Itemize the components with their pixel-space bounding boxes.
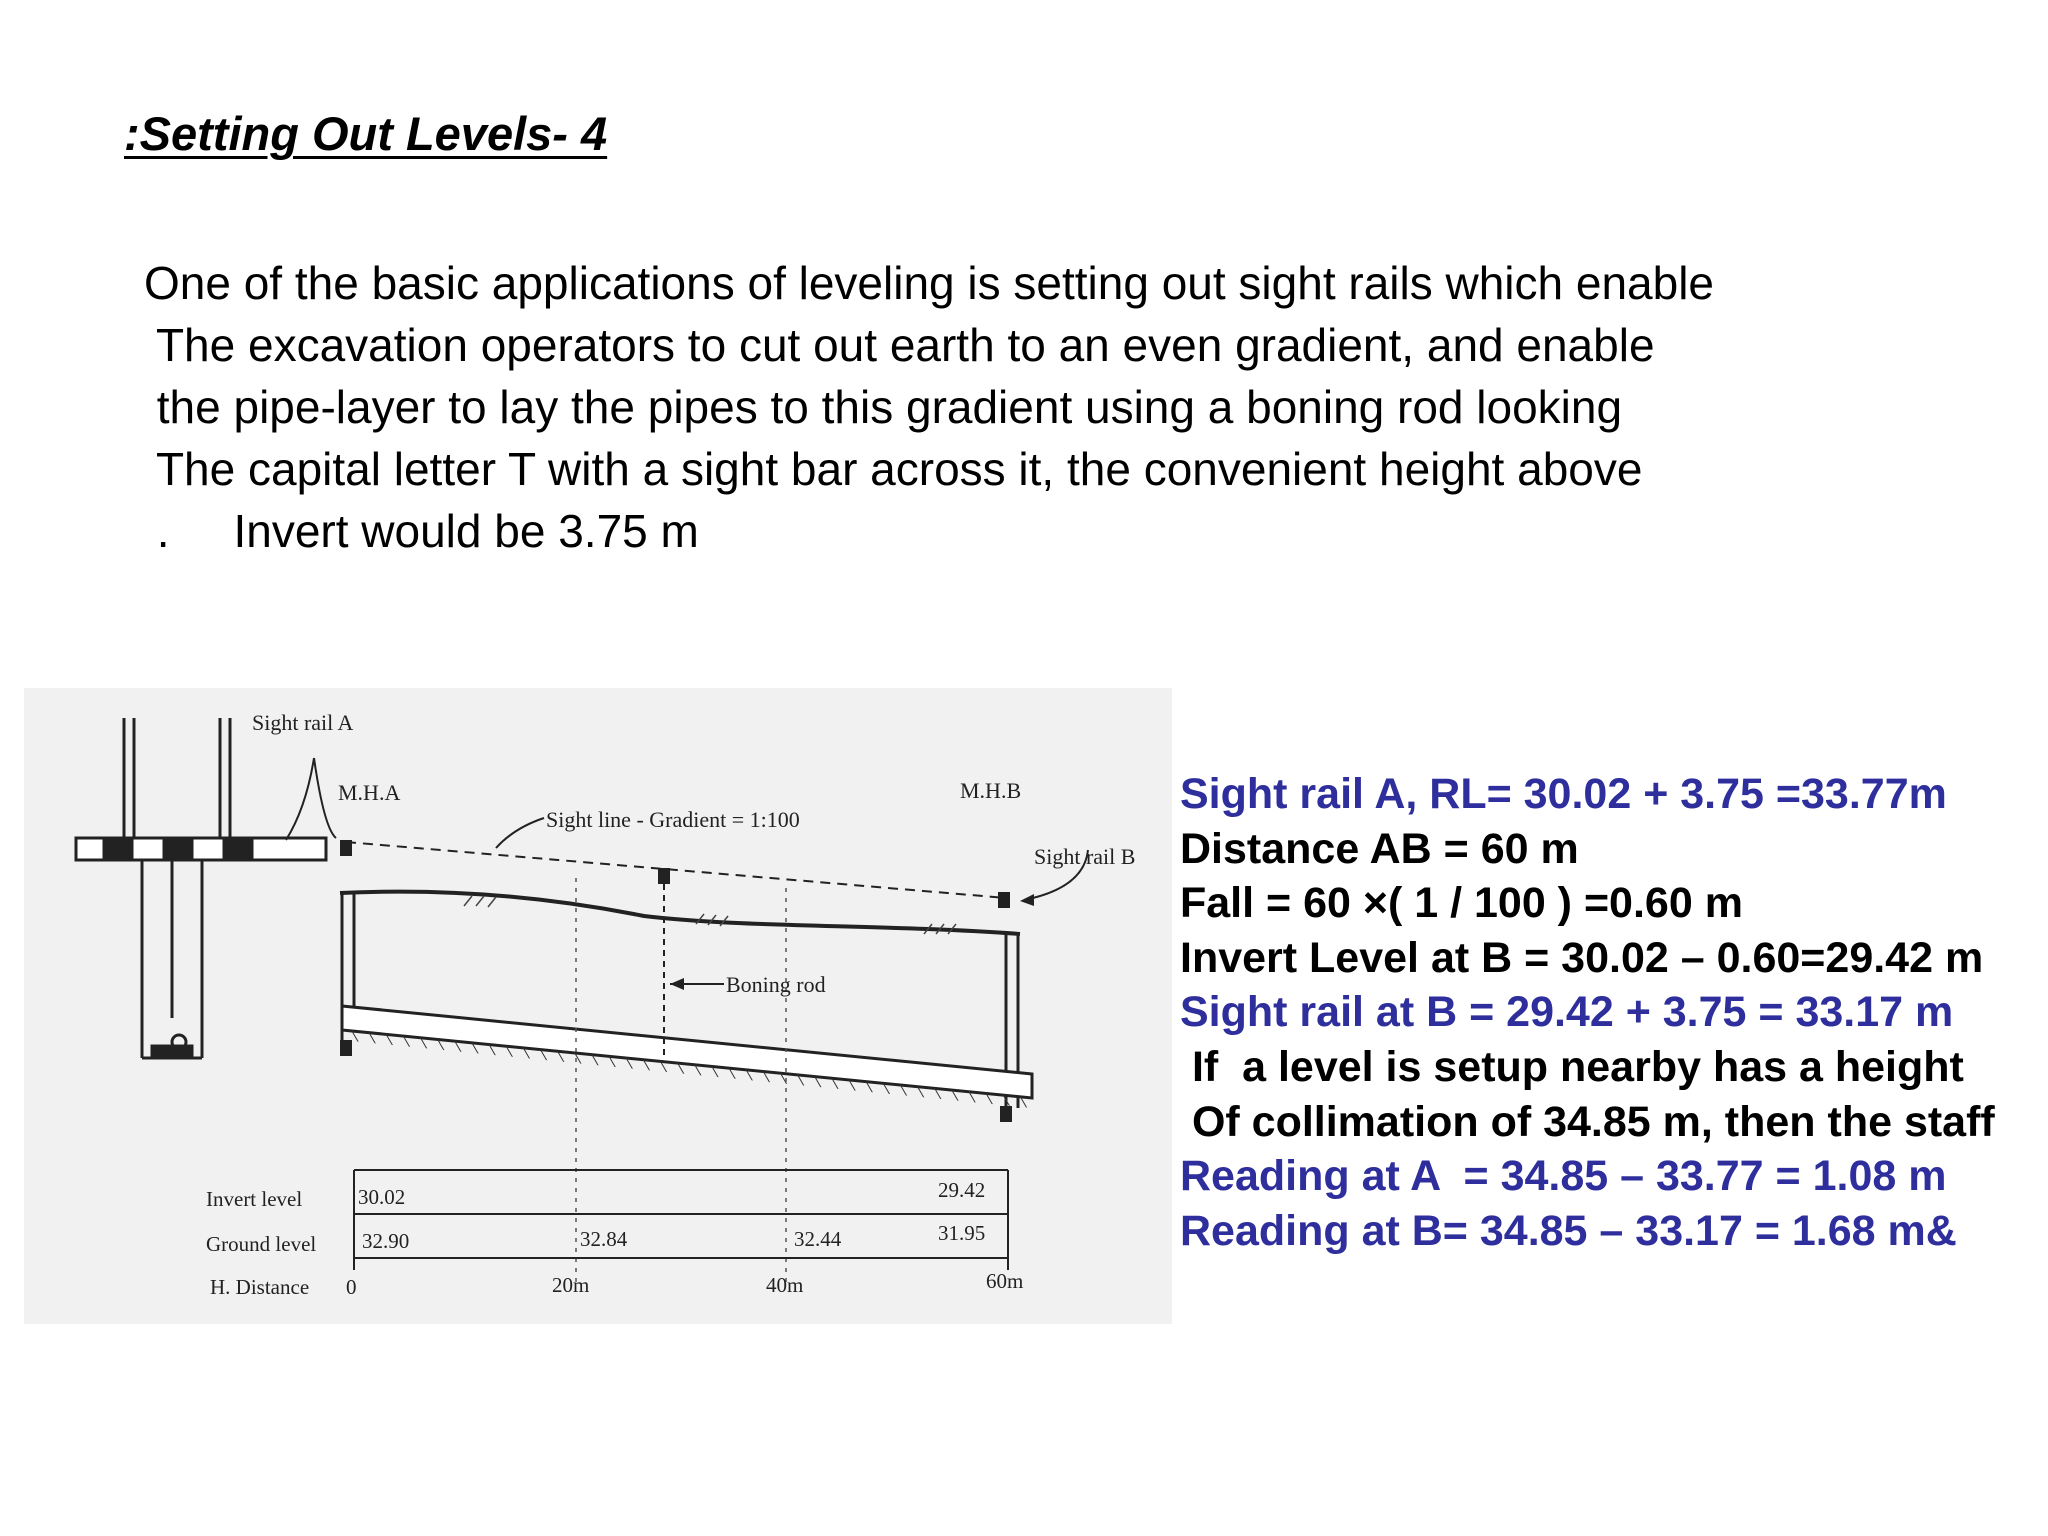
table-cell: 29.42 <box>938 1178 986 1202</box>
invert-b-marker <box>1000 1106 1012 1122</box>
slide-title: :Setting Out Levels- 4 <box>124 107 608 160</box>
sight-line-label: Sight line - Gradient = 1:100 <box>546 807 800 832</box>
table-cell: 0 <box>346 1275 357 1299</box>
table-cell: 31.95 <box>938 1221 986 1245</box>
intro-line: . Invert would be 3.75 m <box>144 505 699 557</box>
diagram-svg <box>24 688 1172 1324</box>
calc-line: Invert Level at B = 30.02 – 0.60=29.42 m <box>1180 933 1984 982</box>
table-cell: 32.84 <box>580 1227 628 1251</box>
calc-line: Fall = 60 ×( 1 / 100 ) =0.60 m <box>1180 879 1743 928</box>
calculations-block <box>1180 767 1995 1258</box>
intro-line: the pipe-layer to lay the pipes to this gradient using a boning rod looking <box>144 381 1623 433</box>
intro-line: One of the basic applications of leveling is setting out sight rails which enable <box>144 257 1715 309</box>
mhb-label: M.H.B <box>960 778 1022 803</box>
table-cell: 32.44 <box>794 1227 842 1251</box>
sight-rail-diagram <box>24 688 1172 1324</box>
intro-paragraph <box>144 252 1714 562</box>
calc-line: Reading at B= 34.85 – 33.17 = 1.68 m& <box>1180 1206 1957 1255</box>
calc-line: Reading at A = 34.85 – 33.77 = 1.08 m <box>1180 1152 1947 1201</box>
sight-rail-b-label: Sight rail B <box>1034 844 1136 869</box>
sight-rail-a-label: Sight rail A <box>252 710 354 735</box>
table-cell: 40m <box>766 1273 804 1297</box>
intro-line: The excavation operators to cut out earth to an even gradient, and enable <box>144 319 1655 371</box>
calc-line: Of collimation of 34.85 m, then the staff <box>1180 1097 1995 1146</box>
table-row-label: Ground level <box>206 1232 317 1256</box>
calc-line: Sight rail at B = 29.42 + 3.75 = 33.17 m <box>1180 988 1954 1037</box>
table-cell: 32.90 <box>362 1229 410 1253</box>
boning-rod-label: Boning rod <box>726 972 826 997</box>
boning-rod-marker <box>658 868 670 884</box>
calc-line: Distance AB = 60 m <box>1180 824 1579 873</box>
table-cell: 60m <box>986 1269 1024 1293</box>
mha-label: M.H.A <box>338 780 401 805</box>
invert-a-marker <box>340 1040 352 1056</box>
calc-line: If a level is setup nearby has a height <box>1180 1042 1964 1091</box>
sight-rail-b-marker <box>998 892 1010 908</box>
calc-line: Sight rail A, RL= 30.02 + 3.75 =33.77m <box>1180 770 1947 818</box>
intro-line: The capital letter T with a sight bar across it, the convenient height above <box>144 443 1643 495</box>
table-cell: 20m <box>552 1273 590 1297</box>
table-row-label: H. Distance <box>210 1275 310 1299</box>
table-row-label: Invert level <box>206 1187 303 1211</box>
table-cell: 30.02 <box>358 1185 406 1209</box>
